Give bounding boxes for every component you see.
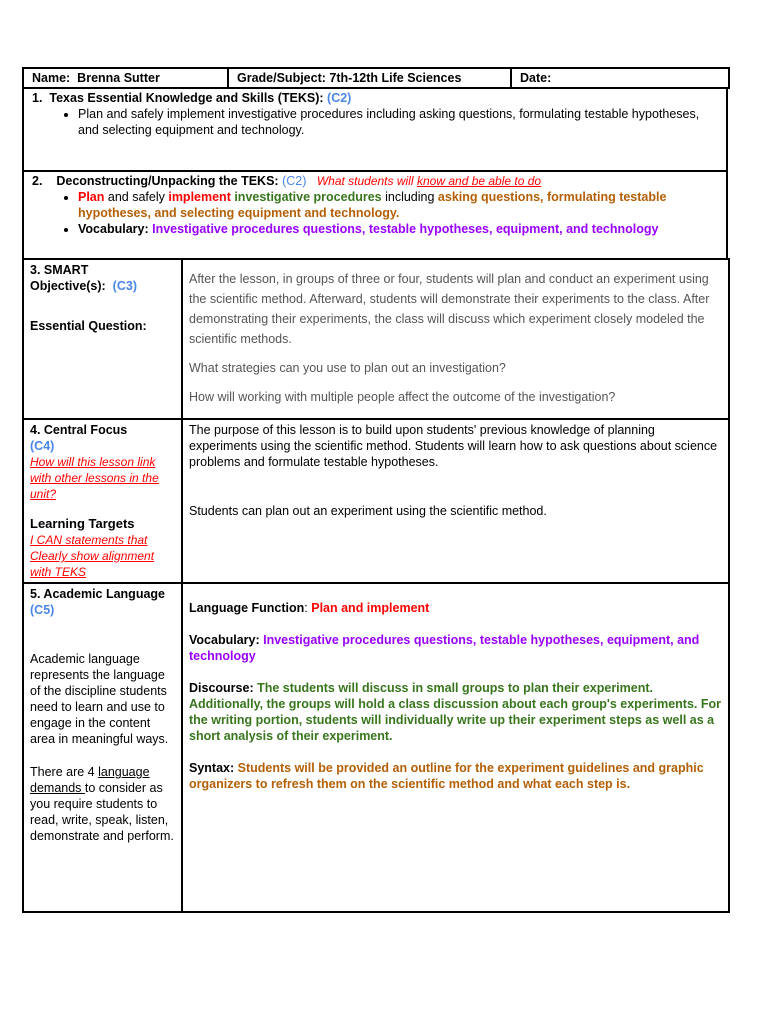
- teks-bullet: • Plan and safely implement investigative procedures including asking questions, formulating testable hypotheses, and selecting equipment and technology.: [78, 106, 718, 138]
- details-table: [22, 258, 730, 913]
- language-demands-text: There are 4 language demands to consider as you require students to read, write, speak, listen, demonstrate and perform.: [30, 765, 174, 843]
- academic-vocabulary: Vocabulary: Investigative procedures questions, testable hypotheses, equipment, and technology: [189, 633, 700, 663]
- central-label-cell: 4. Central Focus (C4) How will this lesson link with other lessons in the unit? Learning Targets I CAN statements that Clearly show alignment with TEKS: [23, 419, 182, 583]
- essential-question-1: What strategies can you use to plan out an investigation?: [189, 361, 506, 375]
- grade-value: 7th-12th Life Sciences: [329, 71, 462, 85]
- learning-target-text: Students can plan out an experiment using the scientific method.: [189, 504, 547, 518]
- language-function: Language Function: Plan and implement: [189, 601, 430, 615]
- central-content-cell: [182, 419, 729, 583]
- learning-targets-label: Learning Targets: [30, 516, 135, 531]
- academic-syntax: Syntax: Students will be provided an outline for the experiment guidelines and graphic organizers to refresh them on the scientific method and what each step is.: [189, 761, 704, 791]
- deconstruct-title: Deconstructing/Unpacking the TEKS:: [56, 174, 279, 188]
- date-cell: Date:: [511, 68, 729, 88]
- name-value: Brenna Sutter: [77, 71, 160, 85]
- central-link-note: How will this lesson link with other lessons in the unit?: [30, 455, 159, 501]
- deconstruct-row: [23, 171, 727, 259]
- smart-objective-text: After the lesson, in groups of three or four, students will plan and conduct an experiment using the scientific method. Afterward, students will demonstrate their experiments to the class. After demonstrating their experiments, the class will discuss which experiment closely modeled the scientific methods.: [189, 272, 710, 346]
- academic-row: [23, 583, 729, 912]
- name-cell: Name: Brenna Sutter: [23, 68, 228, 88]
- deconstruct-bullet-1: • Plan and safely implement investigative procedures including asking questions, formulating testable hypotheses, and selecting equipment and technology.: [78, 189, 718, 221]
- academic-discourse: Discourse: The students will discuss in small groups to plan their experiment. Additionally, the groups will hold a class discussion about each group's experiments. For the writing portion, students will individually write up their experiment steps as well as a short analysis of their experiment.: [189, 681, 722, 743]
- essential-question-2: How will working with multiple people affect the outcome of the investigation?: [189, 390, 616, 404]
- teks-table: [22, 87, 728, 260]
- academic-description: Academic language represents the language of the discipline students need to learn and use to engage in the content area in meaningful ways.: [30, 652, 169, 746]
- academic-content-cell: [182, 583, 729, 912]
- teks-row: [23, 88, 727, 171]
- header-table: [22, 67, 730, 89]
- teks-cell: 1. Texas Essential Knowledge and Skills (TEKS): (C2) • Plan and safely implement investigative procedures including asking questions, formulating testable hypotheses, and selecting equipment and technology.: [23, 88, 727, 171]
- central-focus-text: The purpose of this lesson is to build upon students' previous knowledge of planning experiments using the scientific method. Students will learn how to ask questions about science problems and formulate testable hypotheses.: [189, 423, 718, 469]
- deconstruct-bullet-vocab: • Vocabulary: Investigative procedures questions, testable hypotheses, equipment, and technology: [78, 221, 718, 237]
- header-row: [23, 68, 729, 88]
- essential-question-label: Essential Question:: [30, 319, 147, 333]
- central-row: [23, 419, 729, 583]
- smart-content-cell: [182, 259, 729, 419]
- teks-title: Texas Essential Knowledge and Skills (TEKS):: [49, 91, 324, 105]
- learning-targets-note: I CAN statements that Clearly show alignment with TEKS: [30, 533, 155, 579]
- lesson-plan-document: [22, 67, 728, 913]
- smart-row: [23, 259, 729, 419]
- deconstruct-cell: 2. Deconstructing/Unpacking the TEKS: (C2) What students will know and be able to do • Plan and safely implement investigative procedures including asking questions, formulating testable hypotheses, and selecting equipment and technology. • Vocabulary: Investigative procedures questions, testable hypotheses, equipment, and technology: [23, 171, 727, 259]
- smart-label-cell: 3. SMART Objective(s): (C3) Essential Question:: [23, 259, 182, 419]
- academic-label-cell: 5. Academic Language (C5) Academic language represents the language of the discipline students need to learn and use to engage in the content area in meaningful ways. There are 4 language demands to consider as you require students to read, write, speak, listen, demonstrate and perform.: [23, 583, 182, 912]
- grade-cell: Grade/Subject: 7th-12th Life Sciences: [228, 68, 511, 88]
